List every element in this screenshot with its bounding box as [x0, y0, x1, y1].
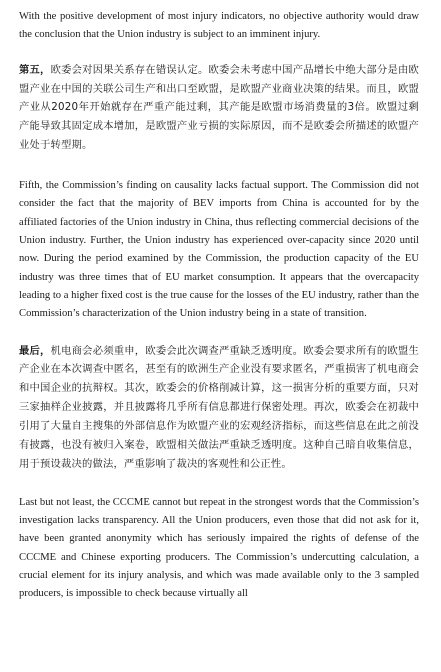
paragraph-text: With the positive development of most injury indicators, no objective authority would draw the conclusion that the Union industry is subject to an imminent injury.	[19, 11, 419, 41]
paragraph-transparency-zh	[19, 342, 419, 474]
paragraph-causality-zh	[19, 61, 419, 156]
paragraph-transparency-en	[19, 494, 419, 604]
paragraph-lead: 第五，	[19, 63, 51, 76]
paragraph-text: Fifth, the Commission’s finding on causality lacks factual support. The Commission did not consider the fact that the majority of BEV imports from China is accounted for by the affiliated factories of the Union industry in China, thus reflecting commercial decisions of the Union industry. Further, the Union industry has experienced over-capacity since 2020 until now. During the period examined by the Commission, the production capacity of the EU industry was three times that of EU market consumption. It appears that the overcapacity leading to a higher fixed cost is the true cause for the losses of the EU industry, rather than the Commission’s characterization of the Union industry being in a state of transition.	[19, 180, 419, 320]
paragraph-text: 欧委会对因果关系存在错误认定。欧委会未考虑中国产品增长中绝大部分是由欧盟产业在中国的关联公司生产和出口至欧盟，是欧盟产业商业决策的结果。而且，欧盟产业从2020年开始就存在严重产能过剩，其产能是欧盟市场消费量的3倍。欧盟过剩产能导致其固定成本增加，是欧盟产业亏损的实际原因，而不是欧委会所描述的欧盟产业处于转型期。	[19, 63, 420, 152]
paragraph-text: Last but not least, the CCCME cannot but repeat in the strongest words that the Commission’s investigation lacks transparency. All the Union producers, even those that did not ask for it, have been granted anonymity which has seriously impaired the rights of defense of the CCCME and Chinese exporting producers. The Commission’s undercutting calculation, a crucial element for its injury analysis, and which was made available only to the 3 sampled producers, is impossible to check because virtually all	[19, 496, 419, 600]
paragraph-causality-en	[19, 177, 419, 323]
paragraph-lead: 最后，	[19, 344, 51, 357]
paragraph-text: 机电商会必须重申，欧委会此次调查严重缺乏透明度。欧委会要求所有的欧盟生产企业在本次调查中匿名，甚至有的欧洲生产企业没有要求匿名，严重损害了机电商会和中国企业的抗辩权。其次，欧委会的价格削减计算，这一损害分析的重要方面，只对三家抽样企业披露，并且披露将几乎所有信息都进行保密处理。再次，欧委会在初裁中引用了大量自主搜集的外部信息作为欧盟产业的宏观经济指标，而这些信息在此之前没有披露，也没有被归入案卷，欧盟相关做法严重缺乏透明度。这种自己暗自收集信息，用于预设裁决的做法，严重影响了裁决的客观性和公正性。	[19, 344, 420, 470]
paragraph-injury-conclusion	[19, 8, 419, 45]
